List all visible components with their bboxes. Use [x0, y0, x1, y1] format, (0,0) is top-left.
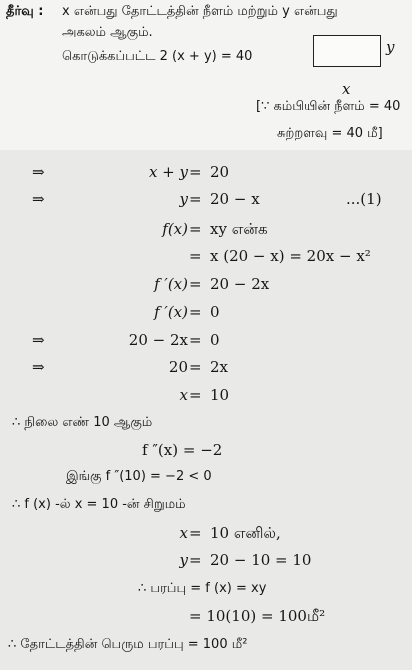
step-lhs: f ′(x): [154, 303, 188, 321]
step-rhs: 0: [210, 303, 220, 321]
step-lhs: x + y: [148, 163, 188, 181]
step-rhs: 0: [210, 331, 220, 349]
intro-line-2: அகலம் ஆகும்.: [62, 25, 153, 40]
stationary-point-line: ∴ நிலை எண் 10 ஆகும்: [12, 415, 153, 430]
step-arrow: ⇒: [32, 190, 45, 208]
figure-y-label: y: [386, 38, 395, 56]
step-lhs: y: [179, 551, 188, 569]
second-derivative-test: இங்கு f ″(10) = −2 < 0: [66, 469, 212, 484]
solution-page: தீர்வு : x என்பது தோட்டத்தின் நீளம் மற்றும் y என்பது அகலம் ஆகும். கொடுக்கப்பட்ட 2 (x + y) = 40 y x [∵ கம்பியின் நீளம் = 40 சுற்றளவு = 40 மீ] ⇒ x + y = 20 ⇒ y = 20 − x ...(1) f(x) = xy என்க = x (20 − x) = 20x − x² f ′(x) = 20 − 2x f ′(x) = 0 ⇒ 20 − 2x = 0 ⇒ 20 = 2x x = 10 ∴ நிலை எண் 10 ஆகும் f ″(x) = −2 இங்கு f ″(10) = −2 < 0 ∴ f (x) -ல் x = 10 -ன் சிறுமம் x = 10 எனில், y = 20 − 10 = 10 ∴ பரப்பு = f (x) = xy = 10(10) = 100மீ² ∴ தோட்டத்தின் பெரும பரப்பு = 100 மீ²: [0, 0, 412, 670]
step-rhs: 20 − x: [210, 190, 260, 208]
area-value: = 10(10) = 100மீ²: [189, 607, 326, 625]
step-lhs: f(x): [162, 220, 188, 238]
note-wire-length: [∵ கம்பியின் நீளம் = 40: [256, 99, 401, 114]
step-rhs: xy என்க: [210, 220, 268, 238]
step-arrow: ⇒: [32, 163, 45, 181]
intro-line-3: கொடுக்கப்பட்ட 2 (x + y) = 40: [62, 49, 253, 64]
step-lhs: 20: [168, 358, 188, 376]
step-arrow: ⇒: [32, 331, 45, 349]
minimum-line: ∴ f (x) -ல் x = 10 -ன் சிறுமம்: [12, 497, 186, 512]
solution-heading: தீர்வு :: [6, 4, 44, 19]
second-derivative-line: f ″(x) = −2: [142, 441, 223, 459]
step-lhs: x: [179, 386, 188, 404]
step-rhs: 2x: [210, 358, 229, 376]
step-rhs: x (20 − x) = 20x − x²: [210, 247, 371, 265]
step-rhs: 20 − 2x: [210, 275, 270, 293]
step-rhs: 10: [210, 386, 230, 404]
step-rhs: 20: [210, 163, 230, 181]
step-rhs: 20 − 10 = 10: [210, 551, 312, 569]
step-lhs: x: [179, 524, 188, 542]
step-lhs: 20 − 2x: [128, 331, 188, 349]
step-lhs: y: [179, 190, 188, 208]
rectangle-figure: [313, 35, 381, 67]
note-perimeter: சுற்றளவு = 40 மீ]: [277, 126, 383, 141]
final-answer: ∴ தோட்டத்தின் பெரும பரப்பு = 100 மீ²: [8, 637, 248, 652]
equation-tag: ...(1): [346, 190, 382, 208]
step-rhs: 10 எனில்,: [210, 524, 281, 542]
step-lhs: f ′(x): [154, 275, 188, 293]
intro-line-1: x என்பது தோட்டத்தின் நீளம் மற்றும் y என்பது: [62, 4, 338, 19]
figure-x-label: x: [342, 80, 351, 98]
area-formula: ∴ பரப்பு = f (x) = xy: [138, 581, 267, 596]
step-arrow: ⇒: [32, 358, 45, 376]
